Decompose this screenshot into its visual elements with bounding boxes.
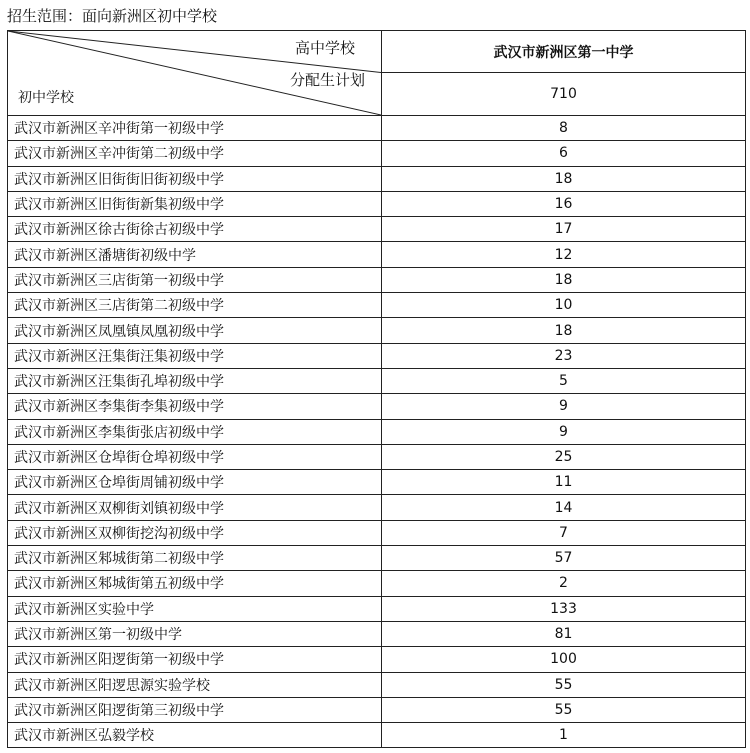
quota-value: 18 <box>382 318 746 343</box>
table-caption: 招生范围：面向新洲区初中学校 <box>7 7 218 25</box>
high-school-axis-label: 高中学校 <box>294 39 355 57</box>
table-row <box>8 394 746 419</box>
table-row <box>8 596 746 621</box>
table-row <box>8 672 746 697</box>
junior-school-name: 武汉市新洲区汪集街孔埠初级中学 <box>8 368 382 393</box>
junior-school-name: 武汉市新洲区弘毅学校 <box>8 723 382 748</box>
junior-school-name: 武汉市新洲区三店街第二初级中学 <box>8 293 382 318</box>
junior-school-name: 武汉市新洲区辛冲街第二初级中学 <box>8 141 382 166</box>
table-row <box>8 647 746 672</box>
quota-value: 9 <box>382 394 746 419</box>
junior-school-name: 武汉市新洲区三店街第一初级中学 <box>8 267 382 292</box>
high-school-name: 武汉市新洲区第一中学 <box>382 31 746 73</box>
quota-value: 9 <box>382 419 746 444</box>
junior-school-name: 武汉市新洲区仓埠街仓埠初级中学 <box>8 444 382 469</box>
table-row <box>8 217 746 242</box>
quota-value: 7 <box>382 520 746 545</box>
junior-school-name: 武汉市新洲区潘塘街初级中学 <box>8 242 382 267</box>
table-row <box>8 546 746 571</box>
quota-value: 8 <box>382 116 746 141</box>
quota-value: 10 <box>382 293 746 318</box>
quota-value: 6 <box>382 141 746 166</box>
junior-school-name: 武汉市新洲区双柳街挖沟初级中学 <box>8 520 382 545</box>
table-row <box>8 470 746 495</box>
table-row <box>8 697 746 722</box>
table-row <box>8 571 746 596</box>
quota-value: 16 <box>382 191 746 216</box>
table-row <box>8 419 746 444</box>
junior-school-name: 武汉市新洲区实验中学 <box>8 596 382 621</box>
table-row <box>8 723 746 748</box>
table-row <box>8 368 746 393</box>
junior-school-name: 武汉市新洲区双柳街刘镇初级中学 <box>8 495 382 520</box>
table-row <box>8 166 746 191</box>
diagonal-header-cell <box>8 31 382 116</box>
junior-school-name: 武汉市新洲区仓埠街周铺初级中学 <box>8 470 382 495</box>
total-quota: 710 <box>382 73 746 116</box>
junior-school-name: 武汉市新洲区李集街李集初级中学 <box>8 394 382 419</box>
quota-value: 11 <box>382 470 746 495</box>
quota-value: 5 <box>382 368 746 393</box>
table-row <box>8 242 746 267</box>
junior-school-name: 武汉市新洲区汪集街汪集初级中学 <box>8 343 382 368</box>
quota-value: 18 <box>382 267 746 292</box>
quota-value: 17 <box>382 217 746 242</box>
junior-school-name: 武汉市新洲区旧街街新集初级中学 <box>8 191 382 216</box>
quota-value: 18 <box>382 166 746 191</box>
quota-value: 23 <box>382 343 746 368</box>
junior-school-name: 武汉市新洲区邾城街第二初级中学 <box>8 546 382 571</box>
junior-school-name: 武汉市新洲区徐古街徐古初级中学 <box>8 217 382 242</box>
junior-school-name: 武汉市新洲区阳逻街第三初级中学 <box>8 697 382 722</box>
quota-value: 55 <box>382 672 746 697</box>
header-row <box>8 31 746 73</box>
quota-table <box>7 30 746 748</box>
table-row <box>8 444 746 469</box>
junior-school-axis-label: 初中学校 <box>18 90 74 106</box>
junior-school-name: 武汉市新洲区旧街街旧街初级中学 <box>8 166 382 191</box>
quota-value: 57 <box>382 546 746 571</box>
junior-school-name: 武汉市新洲区阳逻思源实验学校 <box>8 672 382 697</box>
junior-school-name: 武汉市新洲区凤凰镇凤凰初级中学 <box>8 318 382 343</box>
quota-value: 2 <box>382 571 746 596</box>
table-row <box>8 116 746 141</box>
quota-value: 1 <box>382 723 746 748</box>
table-row <box>8 343 746 368</box>
junior-school-name: 武汉市新洲区第一初级中学 <box>8 621 382 646</box>
quota-value: 14 <box>382 495 746 520</box>
plan-axis-label: 分配生计划 <box>289 71 365 89</box>
table-row <box>8 520 746 545</box>
junior-school-name: 武汉市新洲区阳逻街第一初级中学 <box>8 647 382 672</box>
quota-value: 25 <box>382 444 746 469</box>
junior-school-name: 武汉市新洲区邾城街第五初级中学 <box>8 571 382 596</box>
quota-value: 81 <box>382 621 746 646</box>
table-row <box>8 191 746 216</box>
table-row <box>8 495 746 520</box>
table-row <box>8 621 746 646</box>
junior-school-name: 武汉市新洲区辛冲街第一初级中学 <box>8 116 382 141</box>
table-row <box>8 141 746 166</box>
quota-value: 55 <box>382 697 746 722</box>
table-row <box>8 293 746 318</box>
quota-value: 12 <box>382 242 746 267</box>
table-row <box>8 318 746 343</box>
table-row <box>8 267 746 292</box>
quota-value: 100 <box>382 647 746 672</box>
quota-value: 133 <box>382 596 746 621</box>
junior-school-name: 武汉市新洲区李集街张店初级中学 <box>8 419 382 444</box>
